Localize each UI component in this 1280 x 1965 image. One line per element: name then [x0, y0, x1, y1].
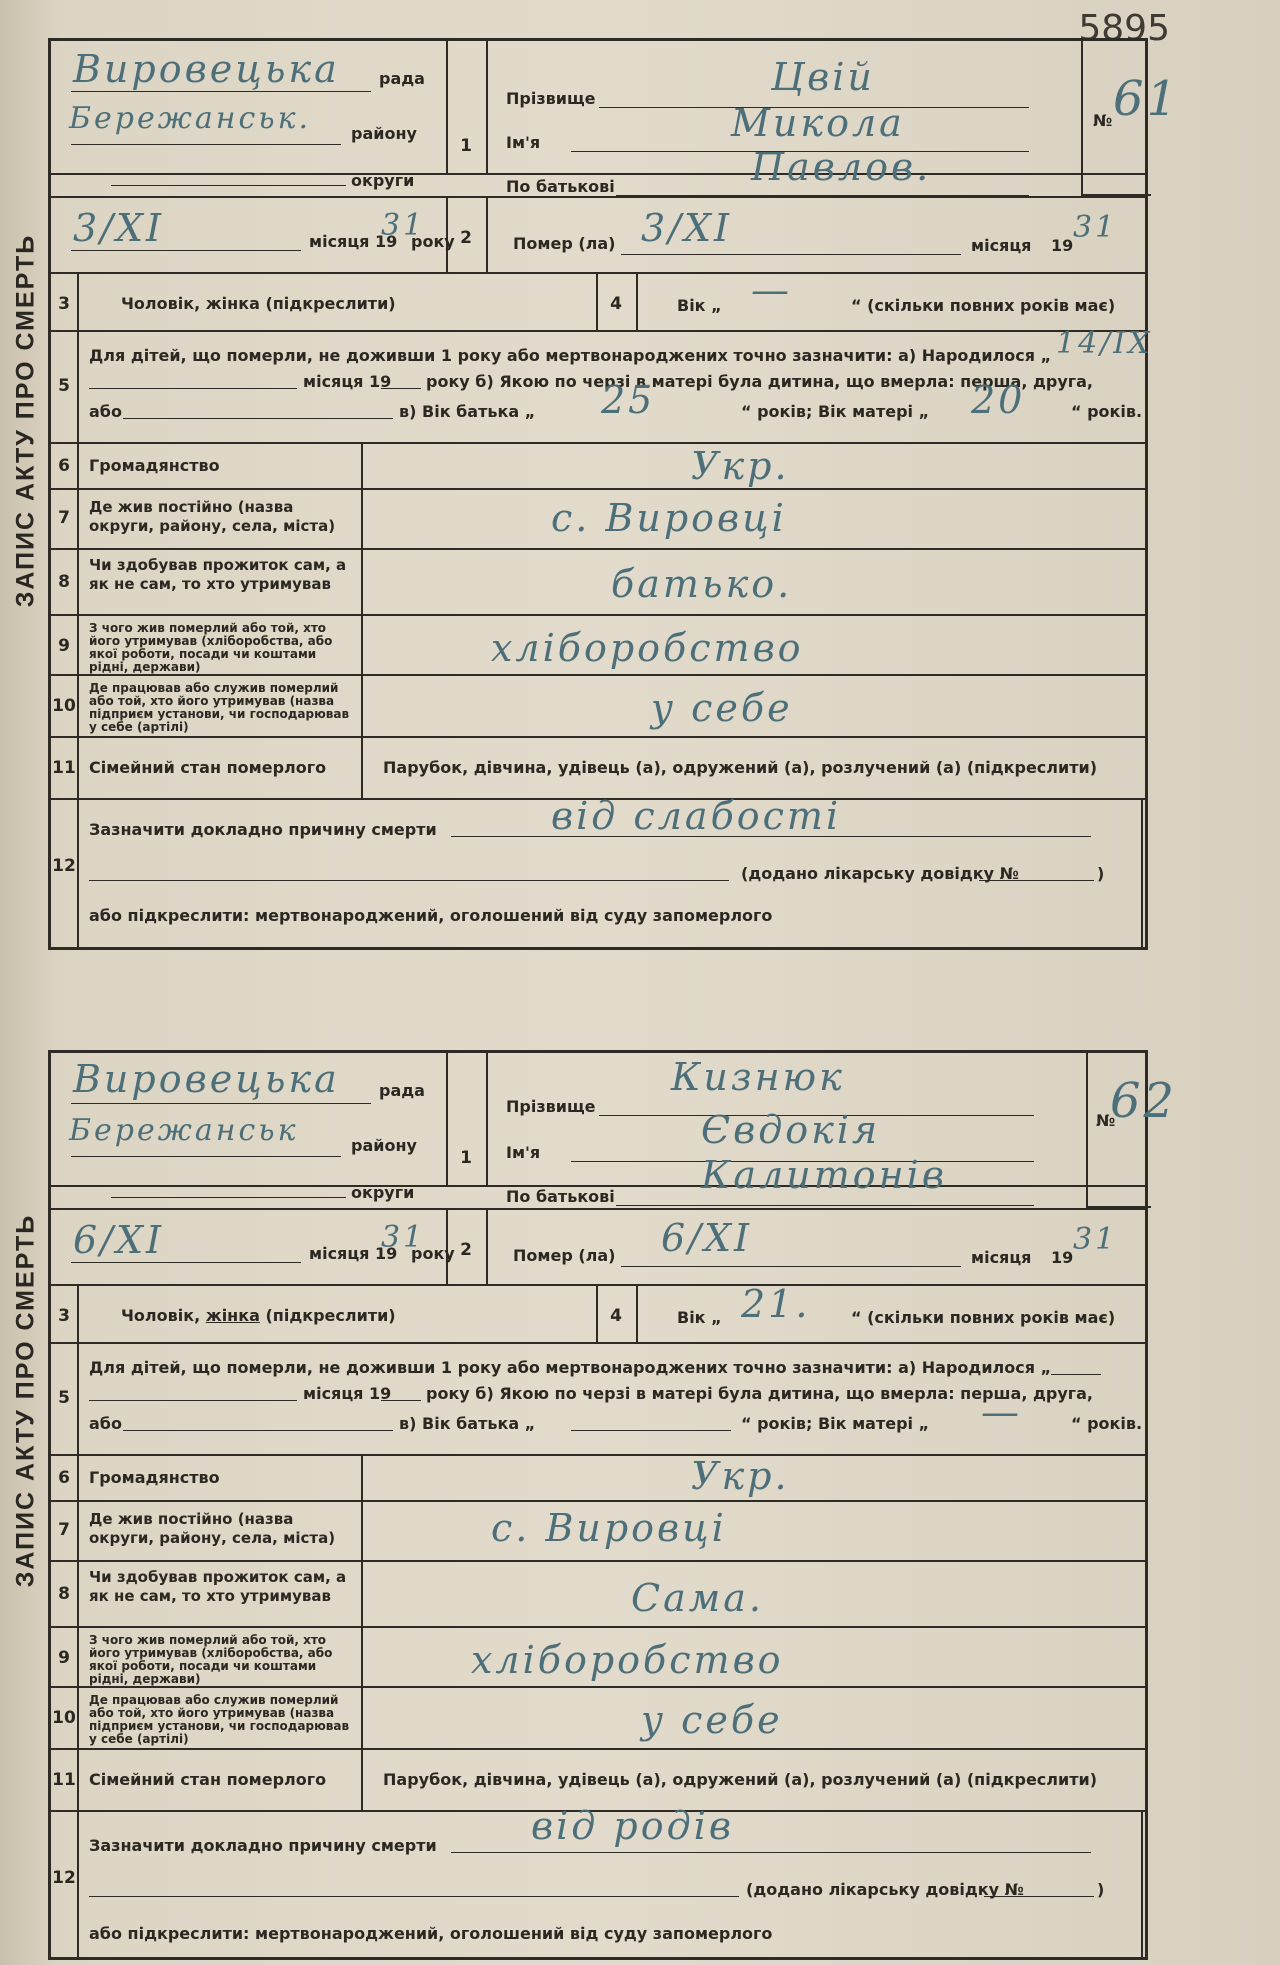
- side-title-1: ЗАПИС АКТУ ПРО СМЕРТЬ: [11, 233, 40, 607]
- rik-value: 31: [381, 1220, 426, 1255]
- de-pratsyuvav-value: у себе: [651, 686, 793, 730]
- po-batkovi-label: По батькові: [506, 177, 615, 196]
- simeyny-options: Парубок, дівчина, удівець (а), одружений (а), розлучений (а) (підкреслити): [383, 1770, 1097, 1789]
- row-5: 5 Для дітей, що померли, не доживши 1 року або мертвонароджених точно зазначити: а) Народилося „ 14/IX місяця 19 року б) Якою по черзі в матері була дитина, що вмерла: перша, друга, або в) Вік батька „ 25 “ років; Вік матері „ 20 “ років.: [51, 332, 1145, 444]
- row-number: 1: [460, 136, 472, 156]
- prizvyshche-label: Прізвище: [506, 89, 596, 108]
- rada-value: Вировецька: [73, 47, 340, 91]
- row-7: 7 Де жив постійно (назва округи, району, села, міста) с. Вировці: [51, 1502, 1145, 1562]
- record-number: 62: [1110, 1073, 1178, 1129]
- rada-label: рада: [379, 69, 425, 88]
- prychyna-value: від слабості: [551, 794, 842, 838]
- rik-value: 31: [381, 208, 426, 243]
- row-12: 12 Зазначити докладно причину смерти від родів (додано лікарську довідку № ) або підкреслити: мертвонароджений, оголошений від суду запомерлого: [51, 1812, 1145, 1960]
- pomer-value: 6/XI: [661, 1216, 753, 1260]
- okrugy-label: округи: [351, 171, 415, 190]
- row-11: 11 Сімейний стан померлого Парубок, дівчина, удівець (а), одружений (а), розлучений (а) (підкреслити): [51, 1750, 1145, 1812]
- po-batkovi-value: Павлов.: [751, 145, 932, 189]
- zhinka-underlined: жінка: [205, 1306, 260, 1325]
- rayon-value: Бережанськ: [69, 1113, 299, 1148]
- vik-value: —: [751, 268, 792, 312]
- prizvyshche-value: Кизнюк: [671, 1055, 845, 1099]
- prizvyshche-value: Цвій: [771, 55, 875, 99]
- pomer-rik-value: 31: [1073, 210, 1118, 245]
- stat-label: Чоловік, жінка (підкреслити): [121, 294, 396, 313]
- pomer-rik-value: 31: [1073, 1222, 1118, 1257]
- prychyna-value: від родів: [531, 1804, 734, 1848]
- z-choho-value: хліборобство: [471, 1638, 784, 1682]
- row-10: 10 Де працював або служив померлий або той, хто його утримував (назва підприєм установи, чи господарював у себе (артілі) у себе: [51, 1688, 1145, 1750]
- row-2: 2 6/XI місяця 19 31 року Помер (ла) 6/XI місяця 19 31: [51, 1208, 1145, 1286]
- rayon-value: Бережанськ.: [69, 101, 312, 136]
- side-title-2: ЗАПИС АКТУ ПРО СМЕРТЬ: [11, 1213, 40, 1587]
- record-number-box: № 62: [1086, 1053, 1151, 1208]
- row-6: 6 Громадянство Укр.: [51, 1456, 1145, 1502]
- imya-value: Микола: [731, 101, 905, 145]
- row-8: 8 Чи здобував прожиток сам, а як не сам, то хто утримував батько.: [51, 550, 1145, 616]
- narodylosya-value: 14/IX: [1056, 326, 1153, 361]
- de-pratsyuvav-value: у себе: [641, 1698, 783, 1742]
- den-value: 3/XI: [73, 206, 165, 250]
- z-choho-value: хліборобство: [491, 626, 804, 670]
- death-record-61: [48, 38, 1181, 950]
- row-9: 9 З чого жив померлий або той, хто його утримував (хліборобства, або якої роботи, посади чи коштами рідні, держави) хліборобство: [51, 1628, 1145, 1688]
- record-number-box: № 61: [1081, 41, 1151, 196]
- hromadyanstvo-value: Укр.: [691, 1454, 790, 1498]
- pomer-value: 3/XI: [641, 206, 733, 250]
- po-batkovi-value: Калитонів: [701, 1153, 947, 1197]
- row-3-4: 3 Чоловік, жінка (підкреслити) 4 Вік „ — “ (скільки повних років має): [51, 274, 1145, 332]
- row-6: 6 Громадянство Укр.: [51, 444, 1145, 490]
- row-7: 7 Де жив постійно (назва округи, району, села, міста) с. Вировці: [51, 490, 1145, 550]
- stat-label: Чоловік, жінка (підкреслити): [121, 1306, 396, 1325]
- utrymuvav-value: Сама.: [631, 1576, 764, 1620]
- utrymuvav-value: батько.: [611, 562, 793, 606]
- row-12: 12 Зазначити докладно причину смерти від слабості (додано лікарську довідку № ) або підкреслити: мертвонароджений, оголошений від суду запомерлого: [51, 800, 1145, 950]
- row-8: 8 Чи здобував прожиток сам, а як не сам, то хто утримував Сама.: [51, 1562, 1145, 1628]
- row-9: 9 З чого жив померлий або той, хто його утримував (хліборобства, або якої роботи, посади чи коштами рідні, держави) хліборобство: [51, 616, 1145, 676]
- hromadyanstvo-value: Укр.: [691, 444, 790, 488]
- imya-value: Євдокія: [701, 1108, 881, 1152]
- record-number: 61: [1113, 71, 1181, 127]
- vik-materi-value: 20: [971, 378, 1026, 422]
- sheet-stamp: 5895: [1078, 8, 1170, 49]
- row-11: 11 Сімейний стан померлого Парубок, дівчина, удівець (а), одружений (а), розлучений (а) (підкреслити): [51, 738, 1145, 800]
- vik-materi-value: —: [981, 1390, 1022, 1434]
- imya-label: Ім'я: [506, 133, 541, 152]
- de-zhyv-value: с. Вировці: [551, 496, 787, 540]
- simeyny-options: Парубок, дівчина, удівець (а), одружений (а), розлучений (а) (підкреслити): [383, 758, 1097, 777]
- row-3-4: 3 Чоловік, жінка (підкреслити) 4 Вік „ 21. “ (скільки повних років має): [51, 1286, 1145, 1344]
- row-5: 5 Для дітей, що померли, не доживши 1 року або мертвонароджених точно зазначити: а) Народилося „ місяця 19 року б) Якою по черзі в матері була дитина, що вмерла: перша, друга, або в) Вік батька „ “ років; Вік матері „ — “ років.: [51, 1344, 1145, 1456]
- death-record-62: 1 Вировецька рада Бережанськ району Прізвище Кизнюк Ім'я Євдокія № 62 округи По батькові Калитонів 2 6/XI місяця 19 31 року Помер (ла) 6/XI місяця 19 31 3 Чоловік, жінка (підкреслити) 4 Вік „ 21. “ (скільки повних років має) 5 Для дітей, що померли, не доживши 1 року або мертвонароджених точно зазначити: а) Народилося „ місяця 19 року б) Якою по черзі в матері була дитина, що вмерла: перша, друга, або в) Вік батька „ “ років; Вік матері „ — “ років. 6 Громадянство Укр. 7 Де жив постійно (назва округи, району, села, міста) с. Вировці 8 Чи здобував прожиток сам, а як не сам, то хто утримував Сама. 9 З чого жив померлий або той, хто його утримував (хліборобства, або якої роботи, посади чи коштами рідні, держави) хліборобство 10 Де працював або служив померлий або той, хто його утримував (назва підприєм установи, чи господарював у себе (артілі) у себе 11 Сімейний стан померлого Парубок, дівчина, удівець (а), одружений (а), розлучений (а) (підкреслити) 12 Зазначити докладно причину смерти від родів (додано лікарську довідку № ) або підкреслити: мертвонароджений, оголошений від суду запомерлого: [48, 1050, 1148, 1960]
- vik-value: 21.: [741, 1282, 811, 1326]
- row-10: 10 Де працював або служив померлий або той, хто його утримував (назва підприєм установи, чи господарював у себе (артілі) у себе: [51, 676, 1145, 738]
- vik-batka-value: 25: [601, 378, 656, 422]
- rada-value: Вировецька: [73, 1057, 340, 1101]
- row-2: 2 3/XI місяця 19 31 року Помер (ла) 3/XI місяця 19 31: [51, 196, 1145, 274]
- den-value: 6/XI: [73, 1218, 165, 1262]
- de-zhyv-value: с. Вировці: [491, 1506, 727, 1550]
- row-1: 1 Вировецька рада Бережанськ району Прізвище Кизнюк Ім'я Євдокія: [51, 1053, 1145, 1187]
- rayon-label: району: [351, 124, 417, 143]
